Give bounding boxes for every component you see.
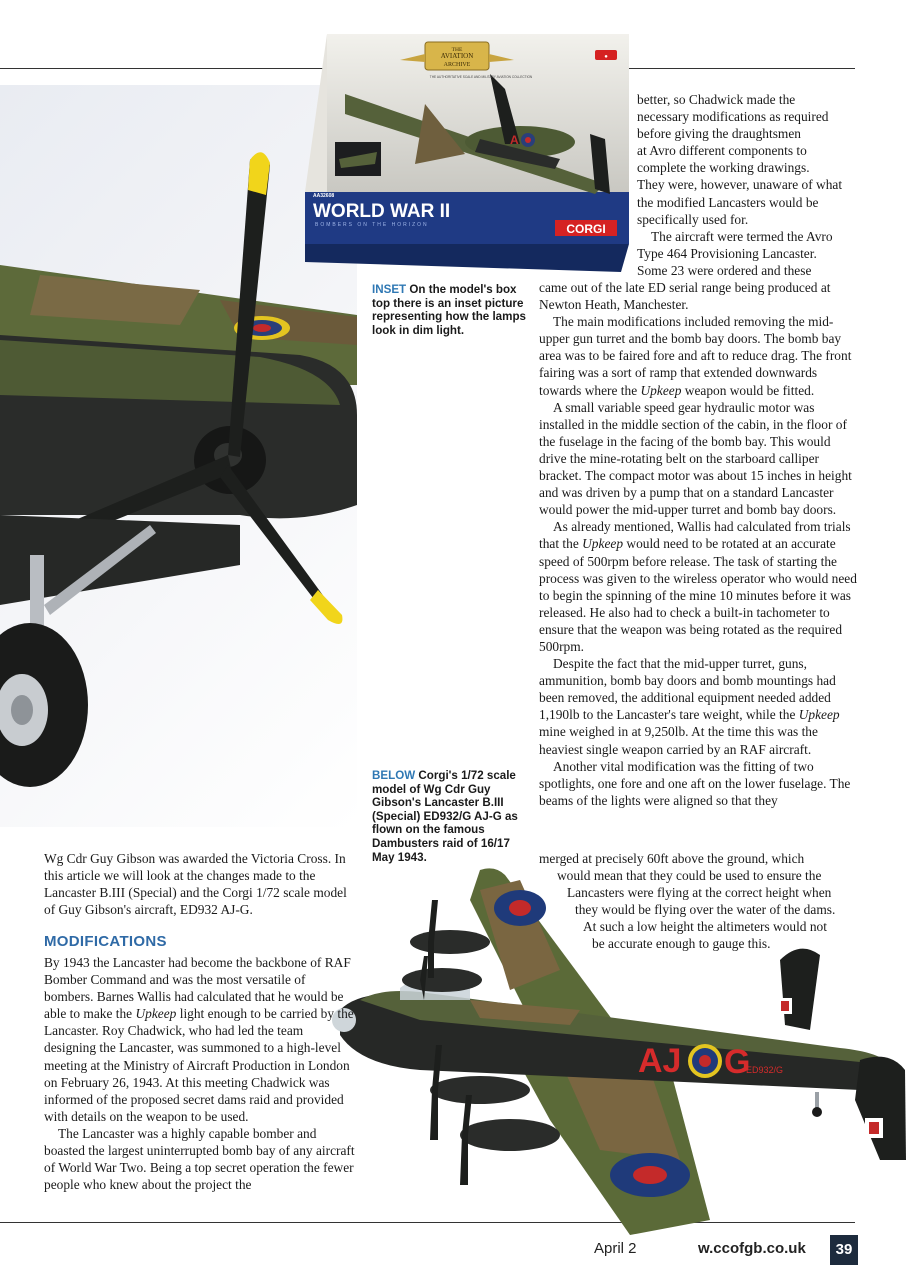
box-code: AA32608 bbox=[313, 193, 335, 199]
right-bottom-line: they would be flying over the water of the dams. bbox=[575, 902, 836, 917]
right-bottom-line: would mean that they could be used to ensure the bbox=[557, 868, 822, 883]
below-caption-keyword: BELOW bbox=[372, 769, 416, 782]
box-tagline: THE AUTHORITATIVE SCALE AND MILITARY AVIATION COLLECTION bbox=[429, 75, 533, 79]
right-column-body bbox=[539, 279, 857, 809]
upkeep-term: Upkeep bbox=[798, 707, 840, 723]
right-top-line: before giving the draughtsmen bbox=[637, 126, 801, 142]
inset-caption-keyword: INSET bbox=[372, 283, 407, 296]
right-top-line: specifically used for. bbox=[637, 211, 749, 227]
intro-paragraph: Wg Cdr Guy Gibson was awarded the Victoria Cross. In this article we will look at the changes made to the Lancaster B.III (Special) and the Corgi 1/72 scale model of Guy Gibson's aircraft, ED932 AJ-G. bbox=[44, 851, 347, 918]
below-caption-text: Corgi's 1/72 scale model of Wg Cdr Guy Gibson's Lancaster B.III (Special) ED932/G AJ-G as flown on the famous Dambusters raid of 16/17 May 1943. bbox=[372, 769, 518, 864]
left-column-intro bbox=[44, 850, 356, 918]
left-paragraph-1: By 1943 the Lancaster had become the backbone of RAF Bomber Command and was the most versatile of bombers. Barnes Wallis had calculated that he would be able to make the Upkeep light enough to be carried by the Lancaster. Roy Chadwick, who had led the team designing the Lancaster, was summoned to a high-level meeting at the Ministry of Aircraft Production in London on February 26, 1943. At this meeting Chadwick was informed of the proposed secret dams raid and provided with details on the weapon to be used. bbox=[44, 955, 354, 1124]
aircraft-serial: ED932/G bbox=[746, 1065, 784, 1075]
footer-date: April 2 bbox=[594, 1240, 637, 1257]
box-illustration bbox=[305, 34, 631, 272]
box-title: WORLD WAR II bbox=[313, 201, 451, 222]
right-top-line: They were, however, unaware of what bbox=[637, 177, 843, 193]
right-top-line: necessary modifications as required bbox=[637, 109, 829, 125]
inset-caption-text: On the model's box top there is an inset picture representing how the lamps look in dim light. bbox=[372, 283, 526, 337]
right-paragraph-b: The main modifications included removing the mid-upper gun turret and the bomb bay doors. The bomb bay area was to be faired fore and aft to reduce drag. The front fairing was a sort of ramp that extended downwards towards where the Upkeep weapon would be fitted. bbox=[539, 314, 852, 398]
below-caption bbox=[372, 769, 520, 864]
right-paragraph-c: A small variable speed gear hydraulic motor was installed in the middle section of the cabin, in the floor of the fuselage in the facing of the bomb bay. This would drive the mine-rotating belt on the starboard calliper bracket. The compact motor was about 15 inches in height and was driven by a pump that on a standard Lancaster would power the mid-upper turret and bomb bay doors. bbox=[539, 399, 852, 518]
right-bottom-line: be accurate enough to gauge this. bbox=[592, 936, 771, 951]
right-bottom-line: At such a low height the altimeters would not bbox=[583, 919, 827, 934]
right-paragraph-f: Another vital modification was the fitting of two spotlights, one fore and one aft on the lower fuselage. The beams of the lights were aligned so that they bbox=[539, 758, 851, 808]
upkeep-term: Upkeep bbox=[582, 536, 624, 552]
right-top-line: the modified Lancasters would be bbox=[637, 194, 819, 210]
left-paragraph-2: The Lancaster was a highly capable bomber and boasted the largest uninterrupted bomb bay of any aircraft of World War Two. Being a top secret operation the fewer people who knew about the project the bbox=[44, 1125, 355, 1193]
right-top-line: The aircraft were termed the Avro bbox=[651, 228, 833, 244]
inset-caption bbox=[372, 283, 532, 337]
right-top-line: Type 464 Provisioning Lancaster. bbox=[637, 245, 817, 261]
right-paragraph-d: As already mentioned, Wallis had calculated from trials that the Upkeep would need to be rotated at an accurate speed of 500rpm before release. The task of starting the process was given to the wireless operator who would need to begin the spinning of the mine 10 minutes before it was released. He also had to check a built-in tachometer to ensure that the weapon was being rotated as the required 500rpm. bbox=[539, 519, 857, 654]
right-paragraph-a: came out of the late ED serial range being produced at Newton Heath, Manchester. bbox=[539, 280, 831, 313]
lancaster-closeup-photo bbox=[0, 85, 357, 827]
box-maker: CORGI bbox=[566, 222, 606, 236]
right-column-top bbox=[637, 91, 857, 279]
page-number: 39 bbox=[830, 1235, 858, 1265]
right-top-line: at Avro different components to bbox=[637, 143, 807, 159]
upkeep-term: Upkeep bbox=[135, 1006, 177, 1022]
corgi-box-artwork bbox=[305, 34, 631, 272]
upkeep-term: Upkeep bbox=[640, 382, 682, 398]
modifications-heading: MODIFICATIONS bbox=[44, 933, 167, 950]
box-subtitle: BOMBERS ON THE HORIZON bbox=[315, 222, 429, 228]
aircraft-code-letter2: G bbox=[724, 1043, 751, 1081]
box-brand-line3: ARCHIVE bbox=[443, 62, 471, 68]
box-brand-line1: THE bbox=[451, 47, 463, 53]
right-bottom-line: Lancasters were flying at the correct height when bbox=[567, 885, 832, 900]
aircraft-code-letters: AJ bbox=[638, 1042, 682, 1080]
right-bottom-line: merged at precisely 60ft above the ground, which bbox=[539, 851, 805, 866]
lancaster-closeup-illustration bbox=[0, 85, 357, 827]
svg-text:A: A bbox=[510, 133, 519, 147]
right-top-line: complete the working drawings. bbox=[637, 160, 810, 176]
right-top-line: Some 23 were ordered and these bbox=[637, 262, 812, 278]
svg-text:●: ● bbox=[604, 54, 608, 60]
left-column-body bbox=[44, 954, 356, 1193]
right-top-line: better, so Chadwick made the bbox=[637, 92, 796, 107]
box-brand-line2: AVIATION bbox=[440, 52, 474, 60]
footer-url[interactable]: w.ccofgb.co.uk bbox=[698, 1240, 806, 1257]
right-paragraph-e: Despite the fact that the mid-upper turret, guns, ammunition, bomb bay doors and bomb mountings had been removed, the additional equipment needed added 1,190lb to the Lancaster's tare weight, while the Upkeep mine weighed in at 9,250lb. At the time this was the heaviest single weapon carried by an RAF aircraft. bbox=[539, 656, 840, 757]
